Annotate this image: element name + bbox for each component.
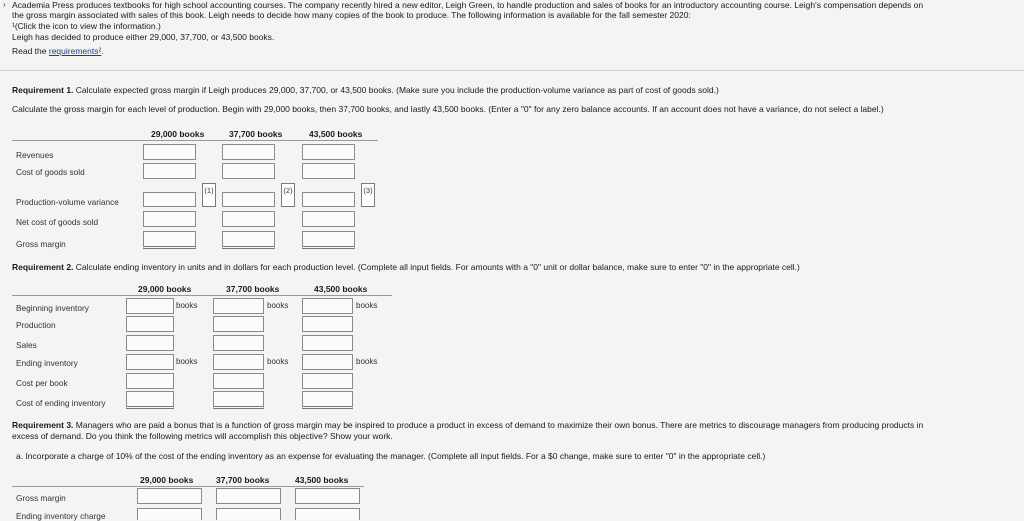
gross-margin-input-29000[interactable] — [143, 231, 196, 249]
req2-header-rule — [12, 295, 392, 296]
req1-header-rule — [12, 140, 378, 141]
net-cogs-input-43500[interactable] — [302, 211, 355, 227]
gross-margin-input-37700[interactable] — [222, 231, 275, 249]
intro-line-2: the gross margin associated with sales of this book. Leigh needs to decide how many copies of the book to produce. The following information is available for the fall semester 2020: — [12, 10, 691, 20]
net-cogs-input-29000[interactable] — [143, 211, 196, 227]
req3-heading — [12, 420, 923, 430]
req1-col-3: 43,500 books — [309, 129, 363, 139]
row-req3-gross-margin: Gross margin — [16, 493, 66, 503]
cogs-input-37700[interactable] — [222, 163, 275, 179]
req2-heading — [12, 262, 800, 272]
read-requirements — [12, 46, 104, 56]
req3-charge-input-37700[interactable] — [216, 508, 281, 520]
req2-title: Requirement 2. — [12, 262, 74, 272]
req3-gross-margin-input-29000[interactable] — [137, 488, 202, 504]
cost-per-book-input-29000[interactable] — [126, 373, 174, 389]
read-suffix: . — [101, 46, 104, 56]
revenues-input-43500[interactable] — [302, 144, 355, 160]
row-revenues: Revenues — [16, 150, 54, 160]
row-gross-margin: Gross margin — [16, 239, 66, 249]
req1-heading — [12, 85, 719, 95]
cost-per-book-input-43500[interactable] — [302, 373, 353, 389]
req3-col-2: 37,700 books — [216, 475, 270, 485]
end-inv-input-29000[interactable] — [126, 354, 174, 370]
req1-instruction: Calculate the gross margin for each level of production. Begin with 29,000 books, then 37,700 books, and lastly 43,500 books. (Enter a "0" for any zero balance accounts. If an account does not have a variance, do not select a label.) — [12, 104, 884, 114]
req2-col-3: 43,500 books — [314, 284, 368, 294]
variance-input-37700[interactable] — [222, 192, 275, 207]
cost-per-book-input-37700[interactable] — [213, 373, 264, 389]
beg-inv-suffix-37700: books — [267, 301, 289, 310]
production-input-43500[interactable] — [302, 316, 353, 332]
revenues-input-37700[interactable] — [222, 144, 275, 160]
beg-inv-input-43500[interactable] — [302, 298, 353, 314]
req1-col-2: 37,700 books — [229, 129, 283, 139]
sales-input-37700[interactable] — [213, 335, 264, 351]
read-prefix: Read the — [12, 46, 49, 56]
req1-col-1: 29,000 books — [151, 129, 205, 139]
production-input-29000[interactable] — [126, 316, 174, 332]
req2-col-1: 29,000 books — [138, 284, 192, 294]
req3-col-3: 43,500 books — [295, 475, 349, 485]
req1-text: Calculate expected gross margin if Leigh produces 29,000, 37,700, or 43,500 books. (Make sure you include the production-volume variance as part of cost of goods sold.) — [73, 85, 719, 95]
row-production: Production — [16, 320, 56, 330]
row-cost-per-book: Cost per book — [16, 378, 68, 388]
decision-text: Leigh has decided to produce either 29,000, 37,700, or 43,500 books. — [12, 32, 275, 42]
row-req3-ending-inventory-charge: Ending inventory charge — [16, 511, 106, 521]
req3-text-2: excess of demand. Do you think the following metrics will accomplish this objective? Show your work. — [12, 431, 393, 441]
end-inv-suffix-37700: books — [267, 357, 289, 366]
req2-text: Calculate ending inventory in units and in dollars for each production level. (Complete all input fields. For amounts with a "0" unit or dollar balance, make sure to enter "0" in the appropriate cell.) — [73, 262, 800, 272]
collapse-arrow-icon[interactable]: › — [3, 0, 6, 9]
row-cost-of-ending-inventory: Cost of ending inventory — [16, 398, 106, 408]
row-production-volume-variance: Production-volume variance — [16, 197, 119, 207]
cost-end-inv-input-43500[interactable] — [302, 391, 353, 409]
end-inv-input-43500[interactable] — [302, 354, 353, 370]
production-input-37700[interactable] — [213, 316, 264, 332]
intro-line-1: Academia Press produces textbooks for high school accounting courses. The company recently hired a new editor, Leigh Green, to handle production and sales of books for an introductory accounting course. Leigh's compensation depends on — [12, 0, 924, 10]
variance-input-29000[interactable] — [143, 192, 196, 207]
beg-inv-suffix-43500: books — [356, 301, 378, 310]
req3-header-rule — [12, 486, 364, 487]
variance-input-43500[interactable] — [302, 192, 355, 207]
cogs-input-43500[interactable] — [302, 163, 355, 179]
row-ending-inventory: Ending inventory — [16, 358, 78, 368]
row-sales: Sales — [16, 340, 37, 350]
req3-charge-input-43500[interactable] — [295, 508, 360, 520]
variance-label-select-1[interactable]: (1) — [202, 183, 216, 207]
requirements-link[interactable]: requirements² — [48, 46, 102, 56]
sales-input-29000[interactable] — [126, 335, 174, 351]
end-inv-input-37700[interactable] — [213, 354, 264, 370]
net-cogs-input-37700[interactable] — [222, 211, 275, 227]
req3-gross-margin-input-43500[interactable] — [295, 488, 360, 504]
req3-charge-input-29000[interactable] — [137, 508, 202, 520]
req3-gross-margin-input-37700[interactable] — [216, 488, 281, 504]
cost-end-inv-input-29000[interactable] — [126, 391, 174, 409]
req1-title: Requirement 1. — [12, 85, 74, 95]
variance-label-select-2[interactable]: (2) — [281, 183, 295, 207]
req3-title: Requirement 3. — [12, 420, 74, 430]
beg-inv-input-29000[interactable] — [126, 298, 174, 314]
info-icon-link[interactable]: ¹(Click the icon to view the information.) — [12, 21, 161, 31]
cogs-input-29000[interactable] — [143, 163, 196, 179]
req3-part-a: a. Incorporate a charge of 10% of the cost of the ending inventory as an expense for evaluating the manager. (Complete all input fields. For a $0 change, make sure to enter "0" in the appropriate cell.) — [16, 451, 766, 461]
cost-end-inv-input-37700[interactable] — [213, 391, 264, 409]
beg-inv-suffix-29000: books — [176, 301, 198, 310]
section-divider — [0, 70, 1024, 71]
row-cost-of-goods-sold: Cost of goods sold — [16, 167, 85, 177]
sales-input-43500[interactable] — [302, 335, 353, 351]
req3-col-1: 29,000 books — [140, 475, 194, 485]
end-inv-suffix-29000: books — [176, 357, 198, 366]
beg-inv-input-37700[interactable] — [213, 298, 264, 314]
end-inv-suffix-43500: books — [356, 357, 378, 366]
row-net-cost-of-goods-sold: Net cost of goods sold — [16, 217, 99, 227]
gross-margin-input-43500[interactable] — [302, 231, 355, 249]
variance-label-select-3[interactable]: (3) — [361, 183, 375, 207]
req3-text-1: Managers who are paid a bonus that is a function of gross margin may be inspired to produce a product in excess of demand to maximize their own bonus. There are metrics to discourage managers from producing products in — [73, 420, 924, 430]
revenues-input-29000[interactable] — [143, 144, 196, 160]
row-beginning-inventory: Beginning inventory — [16, 303, 89, 313]
req2-col-2: 37,700 books — [226, 284, 280, 294]
